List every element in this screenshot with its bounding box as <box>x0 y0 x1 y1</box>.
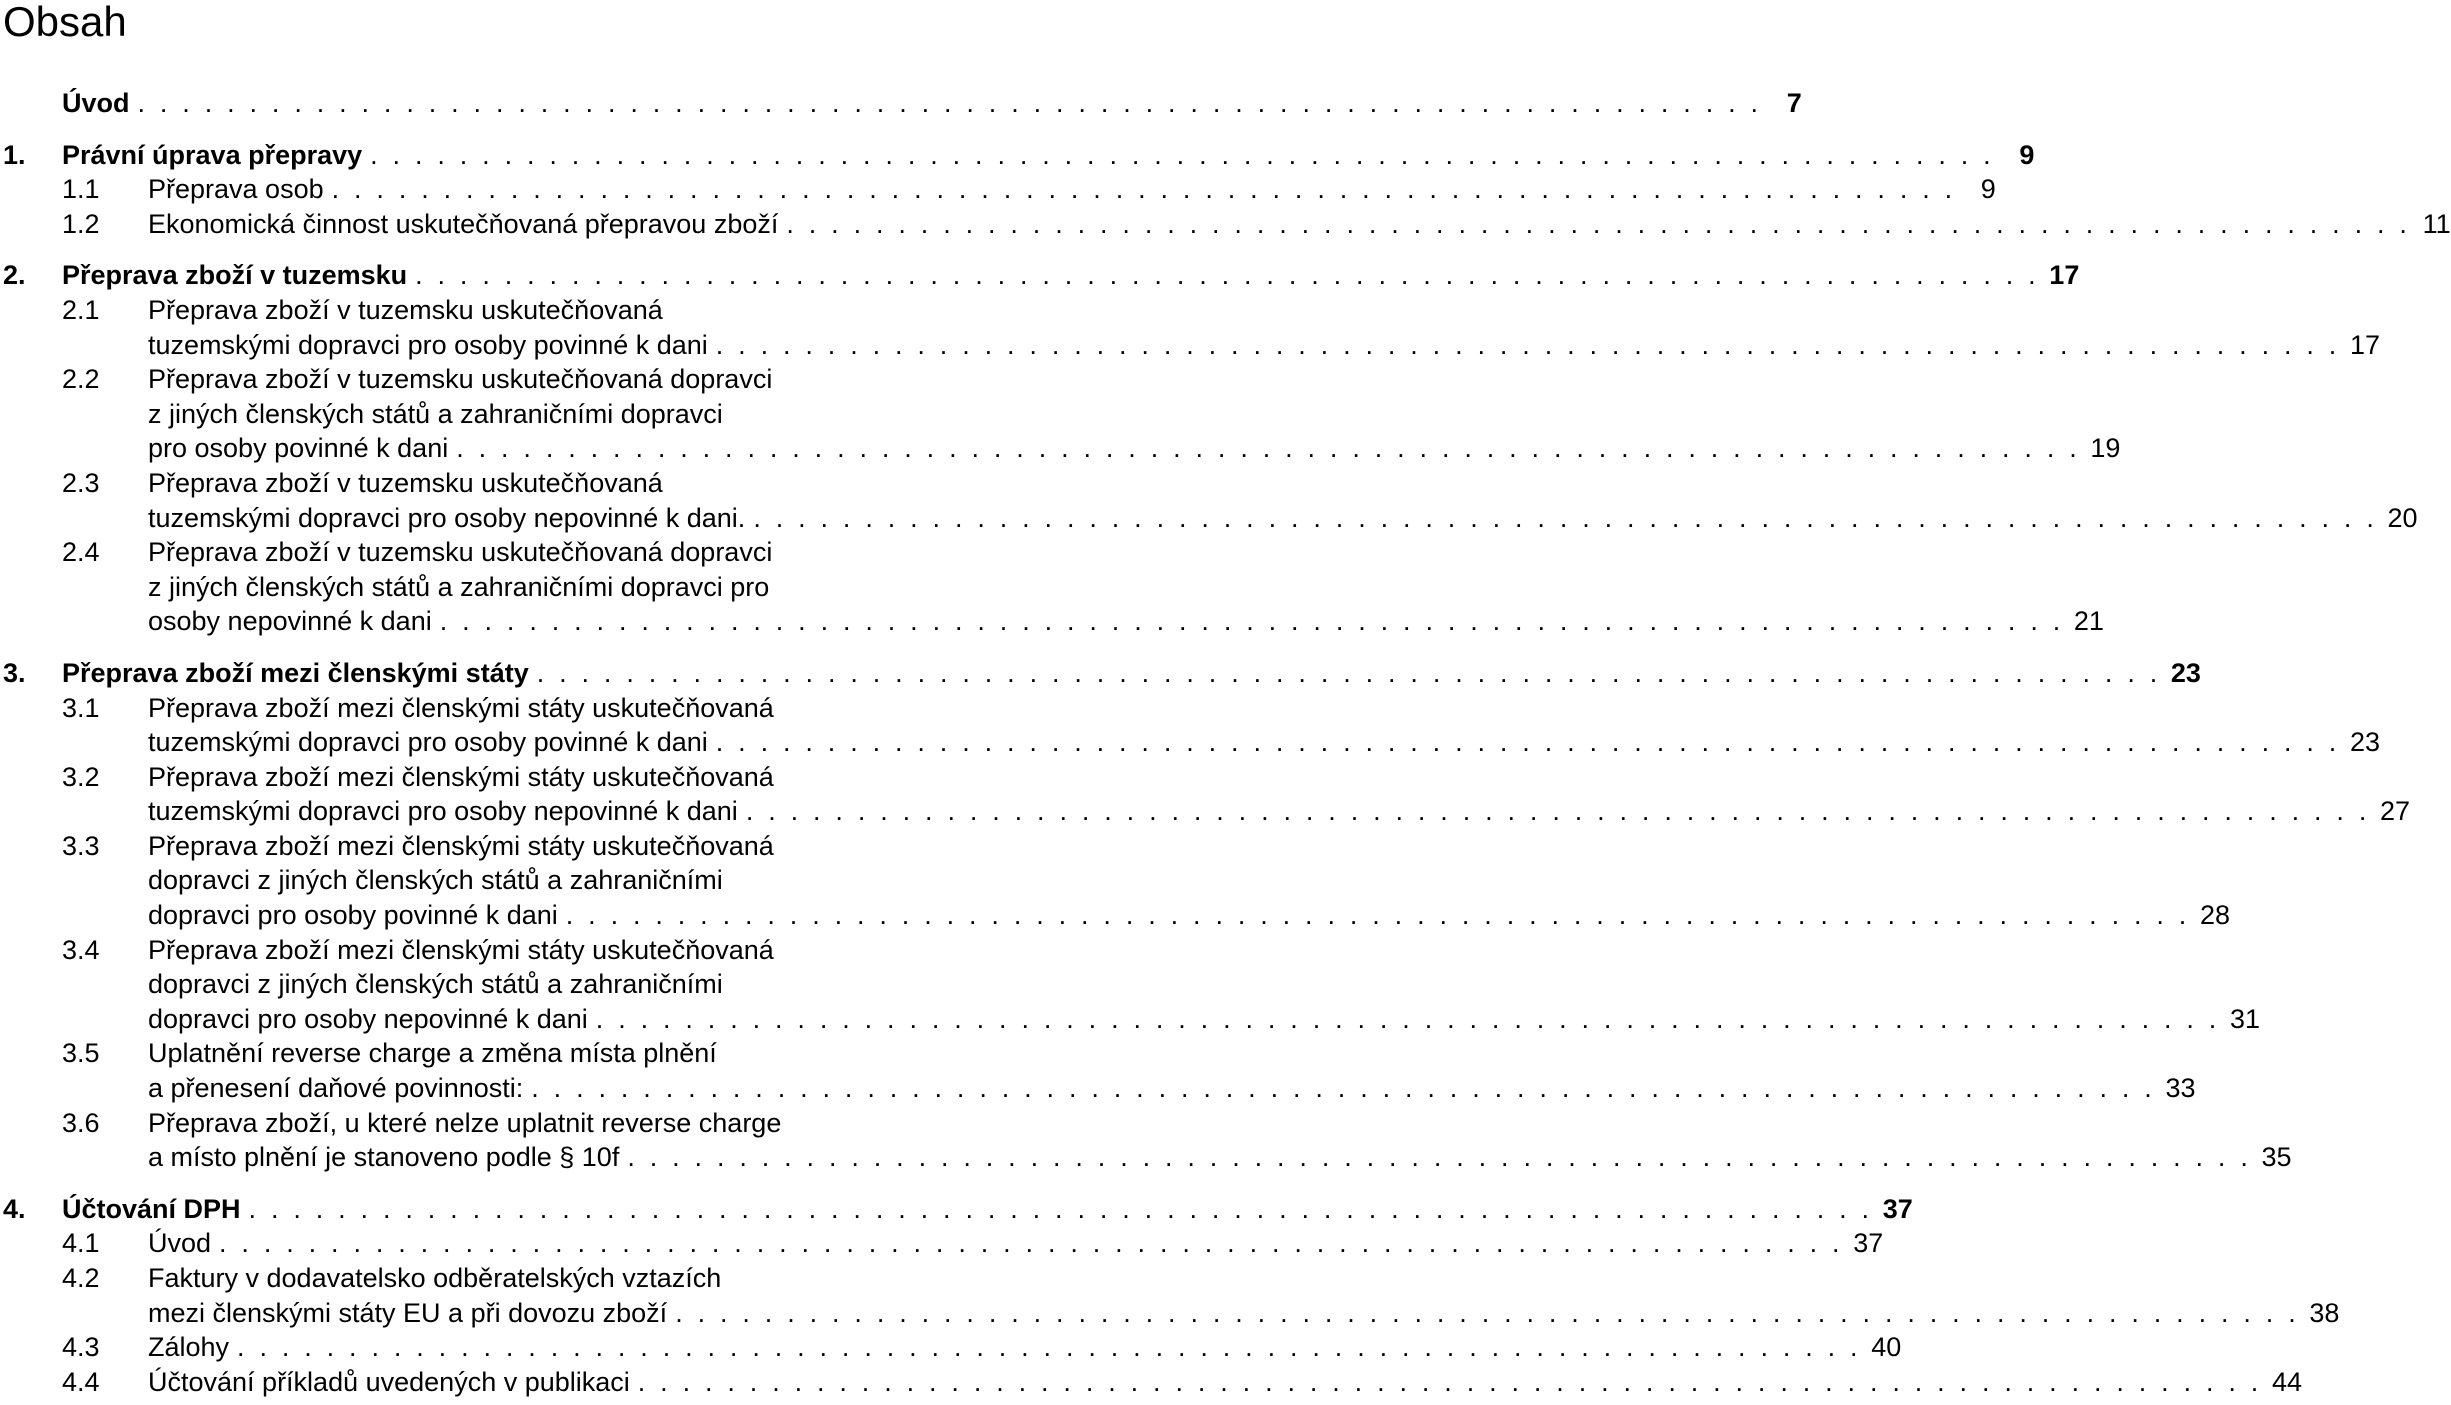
section-title: Úvod <box>148 1228 212 1259</box>
toc-section[interactable] <box>0 466 2418 535</box>
section-title: Úvod <box>62 88 130 118</box>
dot-leader: . . . . . . . . . . . . . . . . . . . . . . . . . . . . . . . . . . . . . . . . . . . . . . . . . . . . . . . . . . . . . . . . . . . . . . . . . <box>531 1073 2156 1104</box>
toc-chapter[interactable] <box>0 138 2035 173</box>
toc-line <box>0 656 2201 691</box>
section-title: pro osoby povinné k dani <box>148 433 449 464</box>
page-number: 21 <box>2073 606 2104 637</box>
toc-line <box>0 760 960 795</box>
section-title: Přeprava zboží v tuzemsku uskutečňovaná <box>148 467 663 498</box>
toc-line <box>0 863 960 898</box>
toc-line <box>0 691 960 726</box>
dot-leader: . . . . . . . . . . . . . . . . . . . . . . . . . . . . . . . . . . . . . . . . . . . . . . . . . . . . . . . . . . . . . . . . . . . . . . . . . <box>331 174 1956 205</box>
toc-line <box>0 725 2380 760</box>
toc-chapter[interactable] <box>0 656 2201 691</box>
dot-leader: . . . . . . . . . . . . . . . . . . . . . . . . . . . . . . . . . . . . . . . . . . . . . . . . . . . . . . . . . . . . . . . . . . . . . . . . . <box>595 1003 2221 1034</box>
toc-line <box>0 794 2411 829</box>
section-number: 4.2 <box>62 1263 100 1293</box>
toc-line <box>0 1261 960 1296</box>
section-title: Účtování příkladů uvedených v publikaci <box>148 1366 630 1397</box>
toc-section[interactable] <box>0 1106 2292 1175</box>
toc-line <box>0 1036 960 1071</box>
page-number: 11 <box>2422 208 2451 239</box>
toc-line <box>0 362 960 397</box>
toc-line <box>0 1002 2261 1037</box>
page-number: 33 <box>2165 1073 2196 1104</box>
page-number: 9 <box>2019 139 2035 170</box>
page-number: 23 <box>2349 727 2380 758</box>
dot-leader: . . . . . . . . . . . . . . . . . . . . . . . . . . . . . . . . . . . . . . . . . . . . . . . . . . . . . . . . . . . . . . . . . . . . . . . . . <box>715 329 2340 360</box>
section-title: dopravci z jiných členských států a zahraničními <box>148 865 723 896</box>
dot-leader: . . . . . . . . . . . . . . . . . . . . . . . . . . . . . . . . . . . . . . . . . . . . . . . . . . . . . . . . . . . . . . . . . . . . . . . . . <box>627 1142 2252 1173</box>
section-title: Přeprava zboží mezi členskými státy uskutečňovaná <box>148 934 774 965</box>
toc-section[interactable] <box>0 1365 2302 1400</box>
section-title: a místo plnění je stanoveno podle § 10f <box>148 1142 620 1173</box>
page-number: 44 <box>2271 1366 2302 1397</box>
toc-section[interactable] <box>0 535 2104 639</box>
dot-leader: . . . . . . . . . . . . . . . . . . . . . . . . . . . . . . . . . . . . . . . . . . . . . . . . . . . . . . . . . . . . . . . . . . . . . . . . . <box>675 1297 2300 1328</box>
toc-section[interactable] <box>0 207 2451 242</box>
toc-line <box>0 1330 1902 1365</box>
toc-line <box>0 535 960 570</box>
section-title: tuzemskými dopravci pro osoby nepovinné k dani. <box>148 502 746 533</box>
page-number: 20 <box>2387 502 2418 533</box>
toc-line <box>0 1365 2302 1400</box>
toc-line <box>0 604 2104 639</box>
section-number: 3.2 <box>62 761 100 792</box>
section-number: 1.1 <box>62 174 100 205</box>
section-number: 1. <box>3 139 26 170</box>
section-number: 3.3 <box>62 830 100 861</box>
page-number: 37 <box>1853 1228 1884 1259</box>
toc-line <box>0 1140 2292 1175</box>
section-title: Přeprava zboží mezi členskými státy uskutečňovaná <box>148 761 774 792</box>
section-title: Přeprava zboží v tuzemsku uskutečňovaná dopravci <box>148 364 773 395</box>
page-number: 9 <box>1980 174 1996 205</box>
toc-line <box>0 1226 1884 1261</box>
page-number: 19 <box>2090 433 2121 464</box>
section-number: 3.4 <box>62 934 100 965</box>
section-title: tuzemskými dopravci pro osoby povinné k dani <box>148 329 708 360</box>
page-number: 31 <box>2229 1003 2261 1034</box>
section-number: 2.2 <box>62 364 100 395</box>
page-number: 17 <box>2349 329 2380 360</box>
toc-line <box>0 328 2380 363</box>
section-title: mezi členskými státy EU a při dovozu zboží <box>148 1297 668 1328</box>
dot-leader: . . . . . . . . . . . . . . . . . . . . . . . . . . . . . . . . . . . . . . . . . . . . . . . . . . . . . . . . . . . . . . . . . . . . . . . . . <box>439 606 2064 637</box>
toc-line <box>0 570 960 605</box>
page-number: 17 <box>2049 260 2080 291</box>
toc-line <box>0 898 2230 933</box>
section-number: 4. <box>3 1193 26 1224</box>
toc-line <box>0 86 1802 121</box>
section-title: Přeprava zboží v tuzemsku uskutečňovaná dopravci <box>148 537 773 568</box>
toc-section[interactable] <box>0 1226 1884 1261</box>
section-title: osoby nepovinné k dani <box>148 606 432 637</box>
section-title: Účtování DPH <box>62 1193 241 1224</box>
section-number: 3.6 <box>62 1107 100 1138</box>
page-number: 7 <box>1786 88 1802 118</box>
toc-line <box>0 1071 2196 1106</box>
page-number: 40 <box>1871 1332 1902 1363</box>
section-title: Faktury v dodavatelsko odběratelských vztazích <box>148 1263 722 1293</box>
page-number: 38 <box>2309 1297 2340 1328</box>
toc-section[interactable] <box>0 691 2380 760</box>
section-title: Přeprava zboží mezi členskými státy <box>62 657 529 688</box>
toc-chapter[interactable] <box>0 1192 1913 1227</box>
dot-leader: . . . . . . . . . . . . . . . . . . . . . . . . . . . . . . . . . . . . . . . . . . . . . . . . . . . . . . . . . . . . . . . . . . . . . . . . . <box>237 1332 1862 1363</box>
dot-leader: . . . . . . . . . . . . . . . . . . . . . . . . . . . . . . . . . . . . . . . . . . . . . . . . . . . . . . . . . . . . . . . . . . . . . . . . . <box>219 1228 1844 1259</box>
section-title: tuzemskými dopravci pro osoby nepovinné k dani <box>148 796 738 827</box>
dot-leader: . . . . . . . . . . . . . . . . . . . . . . . . . . . . . . . . . . . . . . . . . . . . . . . . . . . . . . . . . . . . . . . . . . . . . . . . . <box>745 796 2371 827</box>
toc-line <box>0 293 960 328</box>
toc-section[interactable] <box>0 362 2121 466</box>
section-title: Zálohy <box>148 1332 230 1363</box>
toc-line <box>0 1296 2340 1331</box>
toc-line <box>0 172 1996 207</box>
section-number: 4.4 <box>62 1366 100 1397</box>
section-number: 2.4 <box>62 537 100 568</box>
toc-section[interactable] <box>0 1261 2340 1330</box>
section-number: 4.1 <box>62 1228 100 1259</box>
toc-line <box>0 207 2451 242</box>
toc-section[interactable] <box>0 1036 2196 1105</box>
section-title: Přeprava zboží v tuzemsku uskutečňovaná <box>148 294 663 325</box>
section-title: tuzemskými dopravci pro osoby povinné k dani <box>148 727 708 758</box>
table-of-contents <box>0 86 2451 1399</box>
section-title: Přeprava zboží, u které nelze uplatnit reverse charge <box>148 1107 782 1138</box>
toc-section[interactable] <box>0 293 2380 362</box>
toc-line <box>0 466 960 501</box>
dot-leader: . . . . . . . . . . . . . . . . . . . . . . . . . . . . . . . . . . . . . . . . . . . . . . . . . . . . . . . . . . . . . . . . . . . . . . . . . <box>565 900 2190 931</box>
dot-leader: . . . . . . . . . . . . . . . . . . . . . . . . . . . . . . . . . . . . . . . . . . . . . . . . . . . . . . . . . . . . . . . . . . . . . . . . . <box>456 433 2081 464</box>
toc-line <box>0 1106 960 1141</box>
toc-line <box>0 933 960 968</box>
page-number: 23 <box>2170 657 2201 688</box>
toc-line <box>0 501 2418 536</box>
section-title: dopravci pro osoby povinné k dani <box>148 900 558 931</box>
section-number: 4.3 <box>62 1332 100 1363</box>
dot-leader: . . . . . . . . . . . . . . . . . . . . . . . . . . . . . . . . . . . . . . . . . . . . . . . . . . . . . . . . . . . . . . . . . . . . . . . . . <box>715 727 2340 758</box>
toc-section[interactable] <box>0 933 2261 1037</box>
toc-section[interactable] <box>0 829 2230 933</box>
page-number: 27 <box>2379 796 2411 827</box>
section-title: Přeprava zboží v tuzemsku <box>62 260 408 291</box>
section-title: Přeprava zboží mezi členskými státy uskutečňovaná <box>148 692 774 723</box>
section-title: Ekonomická činnost uskutečňovaná přepravou zboží <box>148 208 779 239</box>
toc-line <box>0 829 960 864</box>
page-title: Obsah <box>3 0 127 45</box>
dot-leader: . . . . . . . . . . . . . . . . . . . . . . . . . . . . . . . . . . . . . . . . . . . . . . . . . . . . . . . . . . . . . . . . . . . . . . . . . <box>536 657 2161 688</box>
section-title: dopravci pro osoby nepovinné k dani <box>148 1003 588 1034</box>
section-number: 3. <box>3 657 26 688</box>
section-title: Právní úprava přepravy <box>62 139 363 170</box>
section-title: Přeprava zboží mezi členskými státy uskutečňovaná <box>148 830 774 861</box>
section-title: Přeprava osob <box>148 174 324 205</box>
section-title: z jiných členských států a zahraničními dopravci pro <box>148 571 770 602</box>
section-title: a přenesení daňové povinnosti: <box>148 1073 524 1104</box>
toc-chapter[interactable] <box>0 86 1802 121</box>
toc-section[interactable] <box>0 1330 1902 1365</box>
toc-line <box>0 967 960 1002</box>
dot-leader: . . . . . . . . . . . . . . . . . . . . . . . . . . . . . . . . . . . . . . . . . . . . . . . . . . . . . . . . . . . . . . . . . . . . . . . . . <box>637 1366 2262 1397</box>
toc-line <box>0 138 2035 173</box>
dot-leader: . . . . . . . . . . . . . . . . . . . . . . . . . . . . . . . . . . . . . . . . . . . . . . . . . . . . . . . . . . . . . . . . . . . . . . . . . <box>370 139 1995 170</box>
page-number: 28 <box>2199 900 2230 931</box>
section-number: 1.2 <box>62 208 100 239</box>
toc-section[interactable] <box>0 760 2411 829</box>
page-number: 35 <box>2261 1142 2292 1173</box>
toc-line <box>0 258 2080 293</box>
section-title: dopravci z jiných členských států a zahraničními <box>148 969 723 1000</box>
toc-line <box>0 431 2121 466</box>
dot-leader: . . . . . . . . . . . . . . . . . . . . . . . . . . . . . . . . . . . . . . . . . . . . . . . . . . . . . . . . . . . . . . . . . . . . . . . . . <box>415 260 2040 291</box>
toc-section[interactable] <box>0 172 1996 207</box>
dot-leader: . . . . . . . . . . . . . . . . . . . . . . . . . . . . . . . . . . . . . . . . . . . . . . . . . . . . . . . . . . . . . . . . . . . . . . . . . <box>753 502 2378 533</box>
toc-chapter[interactable] <box>0 258 2080 293</box>
dot-leader: . . . . . . . . . . . . . . . . . . . . . . . . . . . . . . . . . . . . . . . . . . . . . . . . . . . . . . . . . . . . . . . . . . . . . . . . . <box>137 88 1762 118</box>
section-number: 2.1 <box>62 294 100 325</box>
section-number: 2.3 <box>62 467 100 498</box>
page-number: 37 <box>1882 1193 1913 1224</box>
section-title: Uplatnění reverse charge a změna místa plnění <box>148 1038 717 1069</box>
section-number: 3.1 <box>62 692 100 723</box>
toc-line <box>0 397 960 432</box>
section-number: 3.5 <box>62 1038 100 1069</box>
dot-leader: . . . . . . . . . . . . . . . . . . . . . . . . . . . . . . . . . . . . . . . . . . . . . . . . . . . . . . . . . . . . . . . . . . . . . . . . . <box>786 208 2411 239</box>
dot-leader: . . . . . . . . . . . . . . . . . . . . . . . . . . . . . . . . . . . . . . . . . . . . . . . . . . . . . . . . . . . . . . . . . . . . . . . . . <box>248 1193 1873 1224</box>
toc-line <box>0 1192 1913 1227</box>
section-title: z jiných členských států a zahraničními dopravci <box>148 398 723 429</box>
section-number: 2. <box>3 260 26 291</box>
